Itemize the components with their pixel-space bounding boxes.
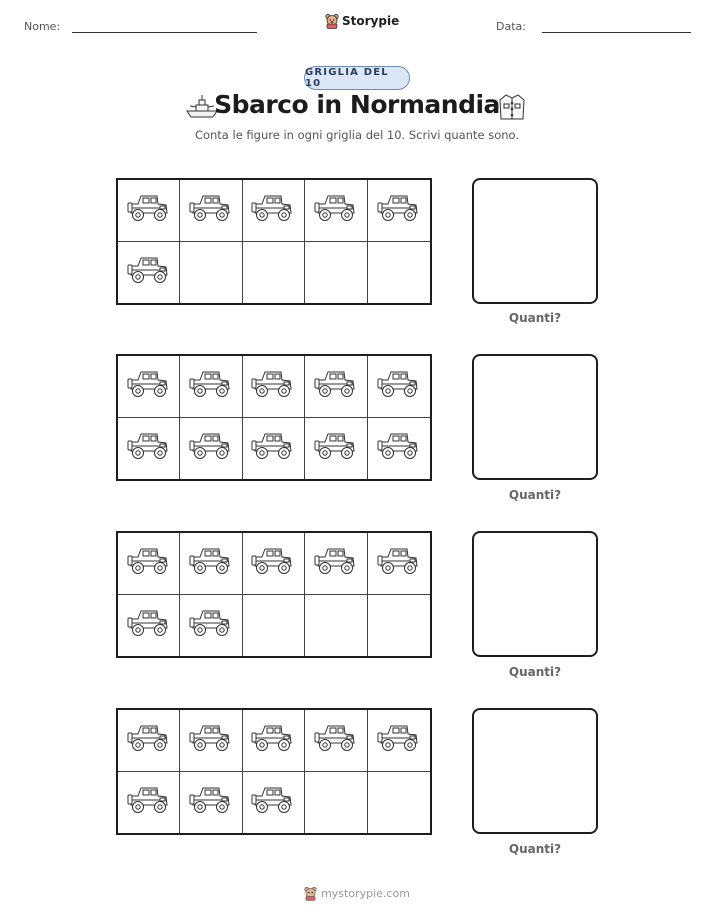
ten-frame-4 <box>116 708 432 835</box>
ten-frame-cell <box>368 710 430 772</box>
ten-frame-cell <box>243 533 305 595</box>
answer-label-2: Quanti? <box>508 488 562 502</box>
jeep-icon <box>314 544 358 583</box>
jeep-icon <box>189 721 233 760</box>
jeep-icon <box>251 721 295 760</box>
jeep-icon <box>127 191 171 230</box>
bear-logo-icon <box>325 13 339 29</box>
jeep-icon <box>127 429 171 468</box>
ten-frame-3 <box>116 531 432 658</box>
answer-label-3: Quanti? <box>508 665 562 679</box>
military-jacket-icon <box>496 91 528 123</box>
ten-frame-cell <box>305 418 367 480</box>
jeep-icon <box>314 429 358 468</box>
jeep-icon <box>189 367 233 406</box>
ten-frame-cell <box>118 710 180 772</box>
jeep-icon <box>127 721 171 760</box>
jeep-icon <box>314 367 358 406</box>
ten-frame-cell <box>243 772 305 834</box>
name-field[interactable] <box>72 32 257 33</box>
jeep-icon <box>314 721 358 760</box>
ten-frame-cell <box>305 356 367 418</box>
ten-frame-1 <box>116 178 432 305</box>
ten-frame-cell <box>243 180 305 242</box>
jeep-icon <box>189 429 233 468</box>
ten-frame-cell <box>180 533 242 595</box>
jeep-icon <box>251 429 295 468</box>
page-title: Sbarco in Normandia <box>214 90 500 119</box>
answer-box-4[interactable] <box>472 708 598 834</box>
jeep-icon <box>189 783 233 822</box>
ten-frame-cell <box>180 772 242 834</box>
jeep-icon <box>251 367 295 406</box>
jeep-icon <box>377 544 421 583</box>
ten-frame-cell <box>118 180 180 242</box>
ten-frame-cell <box>180 356 242 418</box>
ten-frame-cell <box>180 242 242 304</box>
ten-frame-2 <box>116 354 432 481</box>
jeep-icon <box>127 544 171 583</box>
ten-frame-cell <box>243 595 305 657</box>
jeep-icon <box>189 606 233 645</box>
jeep-icon <box>251 544 295 583</box>
ten-frame-cell <box>180 710 242 772</box>
ten-frame-cell <box>305 772 367 834</box>
jeep-icon <box>127 606 171 645</box>
jeep-icon <box>377 367 421 406</box>
ten-frame-cell <box>118 356 180 418</box>
footer-url: mystorypie.com <box>321 887 410 900</box>
instructions: Conta le figure in ogni griglia del 10. Scrivi quante sono. <box>194 128 520 142</box>
jeep-icon <box>127 783 171 822</box>
bear-logo-icon <box>304 886 317 901</box>
jeep-icon <box>127 253 171 292</box>
jeep-icon <box>377 191 421 230</box>
ten-frame-cell <box>118 772 180 834</box>
jeep-icon <box>251 783 295 822</box>
footer <box>0 886 714 901</box>
jeep-icon <box>189 544 233 583</box>
ten-frame-cell <box>305 710 367 772</box>
date-field[interactable] <box>542 32 691 33</box>
ten-frame-cell <box>368 356 430 418</box>
jeep-icon <box>127 367 171 406</box>
date-label: Data: <box>496 20 526 33</box>
ten-frame-cell <box>305 595 367 657</box>
ten-frame-cell <box>180 180 242 242</box>
jeep-icon <box>189 191 233 230</box>
ten-frame-cell <box>305 242 367 304</box>
answer-label-4: Quanti? <box>508 842 562 856</box>
ten-frame-cell <box>243 418 305 480</box>
jeep-icon <box>251 191 295 230</box>
ten-frame-cell <box>243 356 305 418</box>
answer-label-1: Quanti? <box>508 311 562 325</box>
jeep-icon <box>377 429 421 468</box>
name-label: Nome: <box>24 20 61 33</box>
ten-frame-cell <box>118 533 180 595</box>
ten-frame-cell <box>180 418 242 480</box>
ten-frame-cell <box>118 418 180 480</box>
answer-box-2[interactable] <box>472 354 598 480</box>
ten-frame-cell <box>305 533 367 595</box>
ten-frame-cell <box>243 710 305 772</box>
ten-frame-cell <box>368 180 430 242</box>
answer-box-1[interactable] <box>472 178 598 304</box>
ten-frame-cell <box>180 595 242 657</box>
brand-logo <box>325 13 399 29</box>
ten-frame-cell <box>118 242 180 304</box>
ten-frame-cell <box>368 242 430 304</box>
ten-frame-cell <box>368 595 430 657</box>
brand-name: Storypie <box>342 14 400 28</box>
ten-frame-cell <box>243 242 305 304</box>
ten-frame-cell <box>368 772 430 834</box>
ten-frame-cell <box>368 418 430 480</box>
ten-frame-cell <box>305 180 367 242</box>
answer-box-3[interactable] <box>472 531 598 657</box>
ten-frame-cell <box>368 533 430 595</box>
ten-frame-cell <box>118 595 180 657</box>
worksheet-type-badge: GRIGLIA DEL 10 <box>304 66 410 90</box>
jeep-icon <box>377 721 421 760</box>
jeep-icon <box>314 191 358 230</box>
